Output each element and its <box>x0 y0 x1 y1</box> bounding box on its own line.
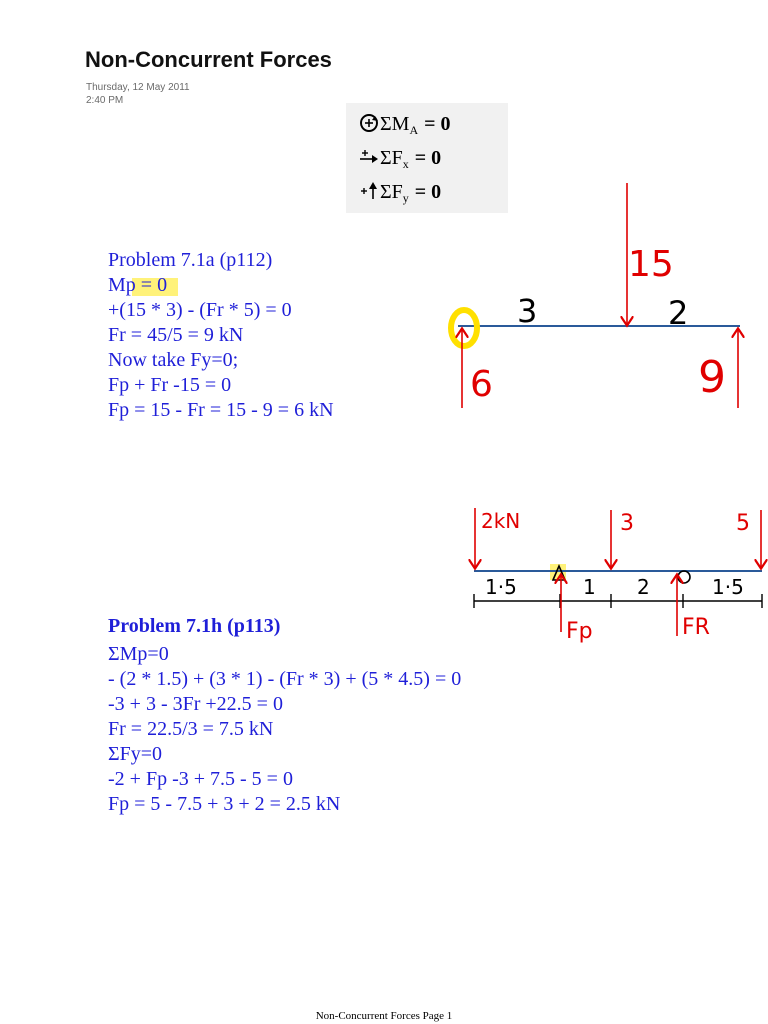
page-title: Non-Concurrent Forces <box>85 47 332 72</box>
page-time: 2:40 PM <box>86 95 124 106</box>
problem2-line: - (2 * 1.5) + (3 * 1) - (Fr * 3) + (5 * 4.5) = 0 <box>108 668 462 690</box>
force-x-symbol: ΣF <box>380 147 403 169</box>
pin-support-icon <box>553 566 565 580</box>
force-y-rhs: = 0 <box>414 181 442 203</box>
moment-subscript: A <box>409 123 419 137</box>
span-label: 1 <box>583 575 596 599</box>
page-date: Thursday, 12 May 2011 <box>86 82 190 93</box>
load-label-3: 3 <box>620 511 634 536</box>
problem1-line: +(15 * 3) - (Fr * 5) = 0 <box>108 299 292 321</box>
reaction-label-p: Fp <box>566 619 593 644</box>
problem1-line: Now take Fy=0; <box>108 349 239 371</box>
problem1-line: Fp + Fr -15 = 0 <box>108 374 232 396</box>
problem1-line: Fr = 45/5 = 9 kN <box>108 324 244 346</box>
reaction-label-r: FR <box>682 615 710 640</box>
load-label-2kn: 2kN <box>481 509 521 533</box>
problem2-line: ΣMp=0 <box>108 643 169 665</box>
problem2-line: Fp = 5 - 7.5 + 3 + 2 = 2.5 kN <box>108 793 341 815</box>
problem2-line: ΣFy=0 <box>108 743 163 765</box>
reaction-label-left: 6 <box>470 364 493 405</box>
roller-support-icon <box>678 571 690 583</box>
problem1-line: Fp = 15 - Fr = 15 - 9 = 6 kN <box>108 399 334 421</box>
span-label: 1·5 <box>712 575 744 599</box>
span-label-right: 2 <box>668 294 689 332</box>
problem1-line: Mp = 0 <box>108 274 168 296</box>
page-footer: Non-Concurrent Forces Page 1 <box>315 1010 453 1022</box>
problem2-heading: Problem 7.1h (p113) <box>108 615 281 637</box>
force-x-subscript: x <box>402 157 409 171</box>
force-y-subscript: y <box>402 191 409 205</box>
span-label: 2 <box>637 575 650 599</box>
problem1-heading: Problem 7.1a (p112) <box>108 249 273 271</box>
reaction-label-right: 9 <box>698 352 726 403</box>
moment-symbol: ΣM <box>380 113 410 135</box>
force-x-rhs: = 0 <box>414 147 442 169</box>
force-y-symbol: ΣF <box>380 181 403 203</box>
problem2-line: Fr = 22.5/3 = 7.5 kN <box>108 718 274 740</box>
problem2-line: -2 + Fp -3 + 7.5 - 5 = 0 <box>108 768 293 790</box>
moment-rhs: = 0 <box>424 113 451 135</box>
problem2-line: -3 + 3 - 3Fr +22.5 = 0 <box>108 693 283 715</box>
span-label: 1·5 <box>485 575 517 599</box>
load-label-15: 15 <box>628 244 674 285</box>
load-label-5: 5 <box>736 511 750 536</box>
span-label-left: 3 <box>517 292 538 330</box>
